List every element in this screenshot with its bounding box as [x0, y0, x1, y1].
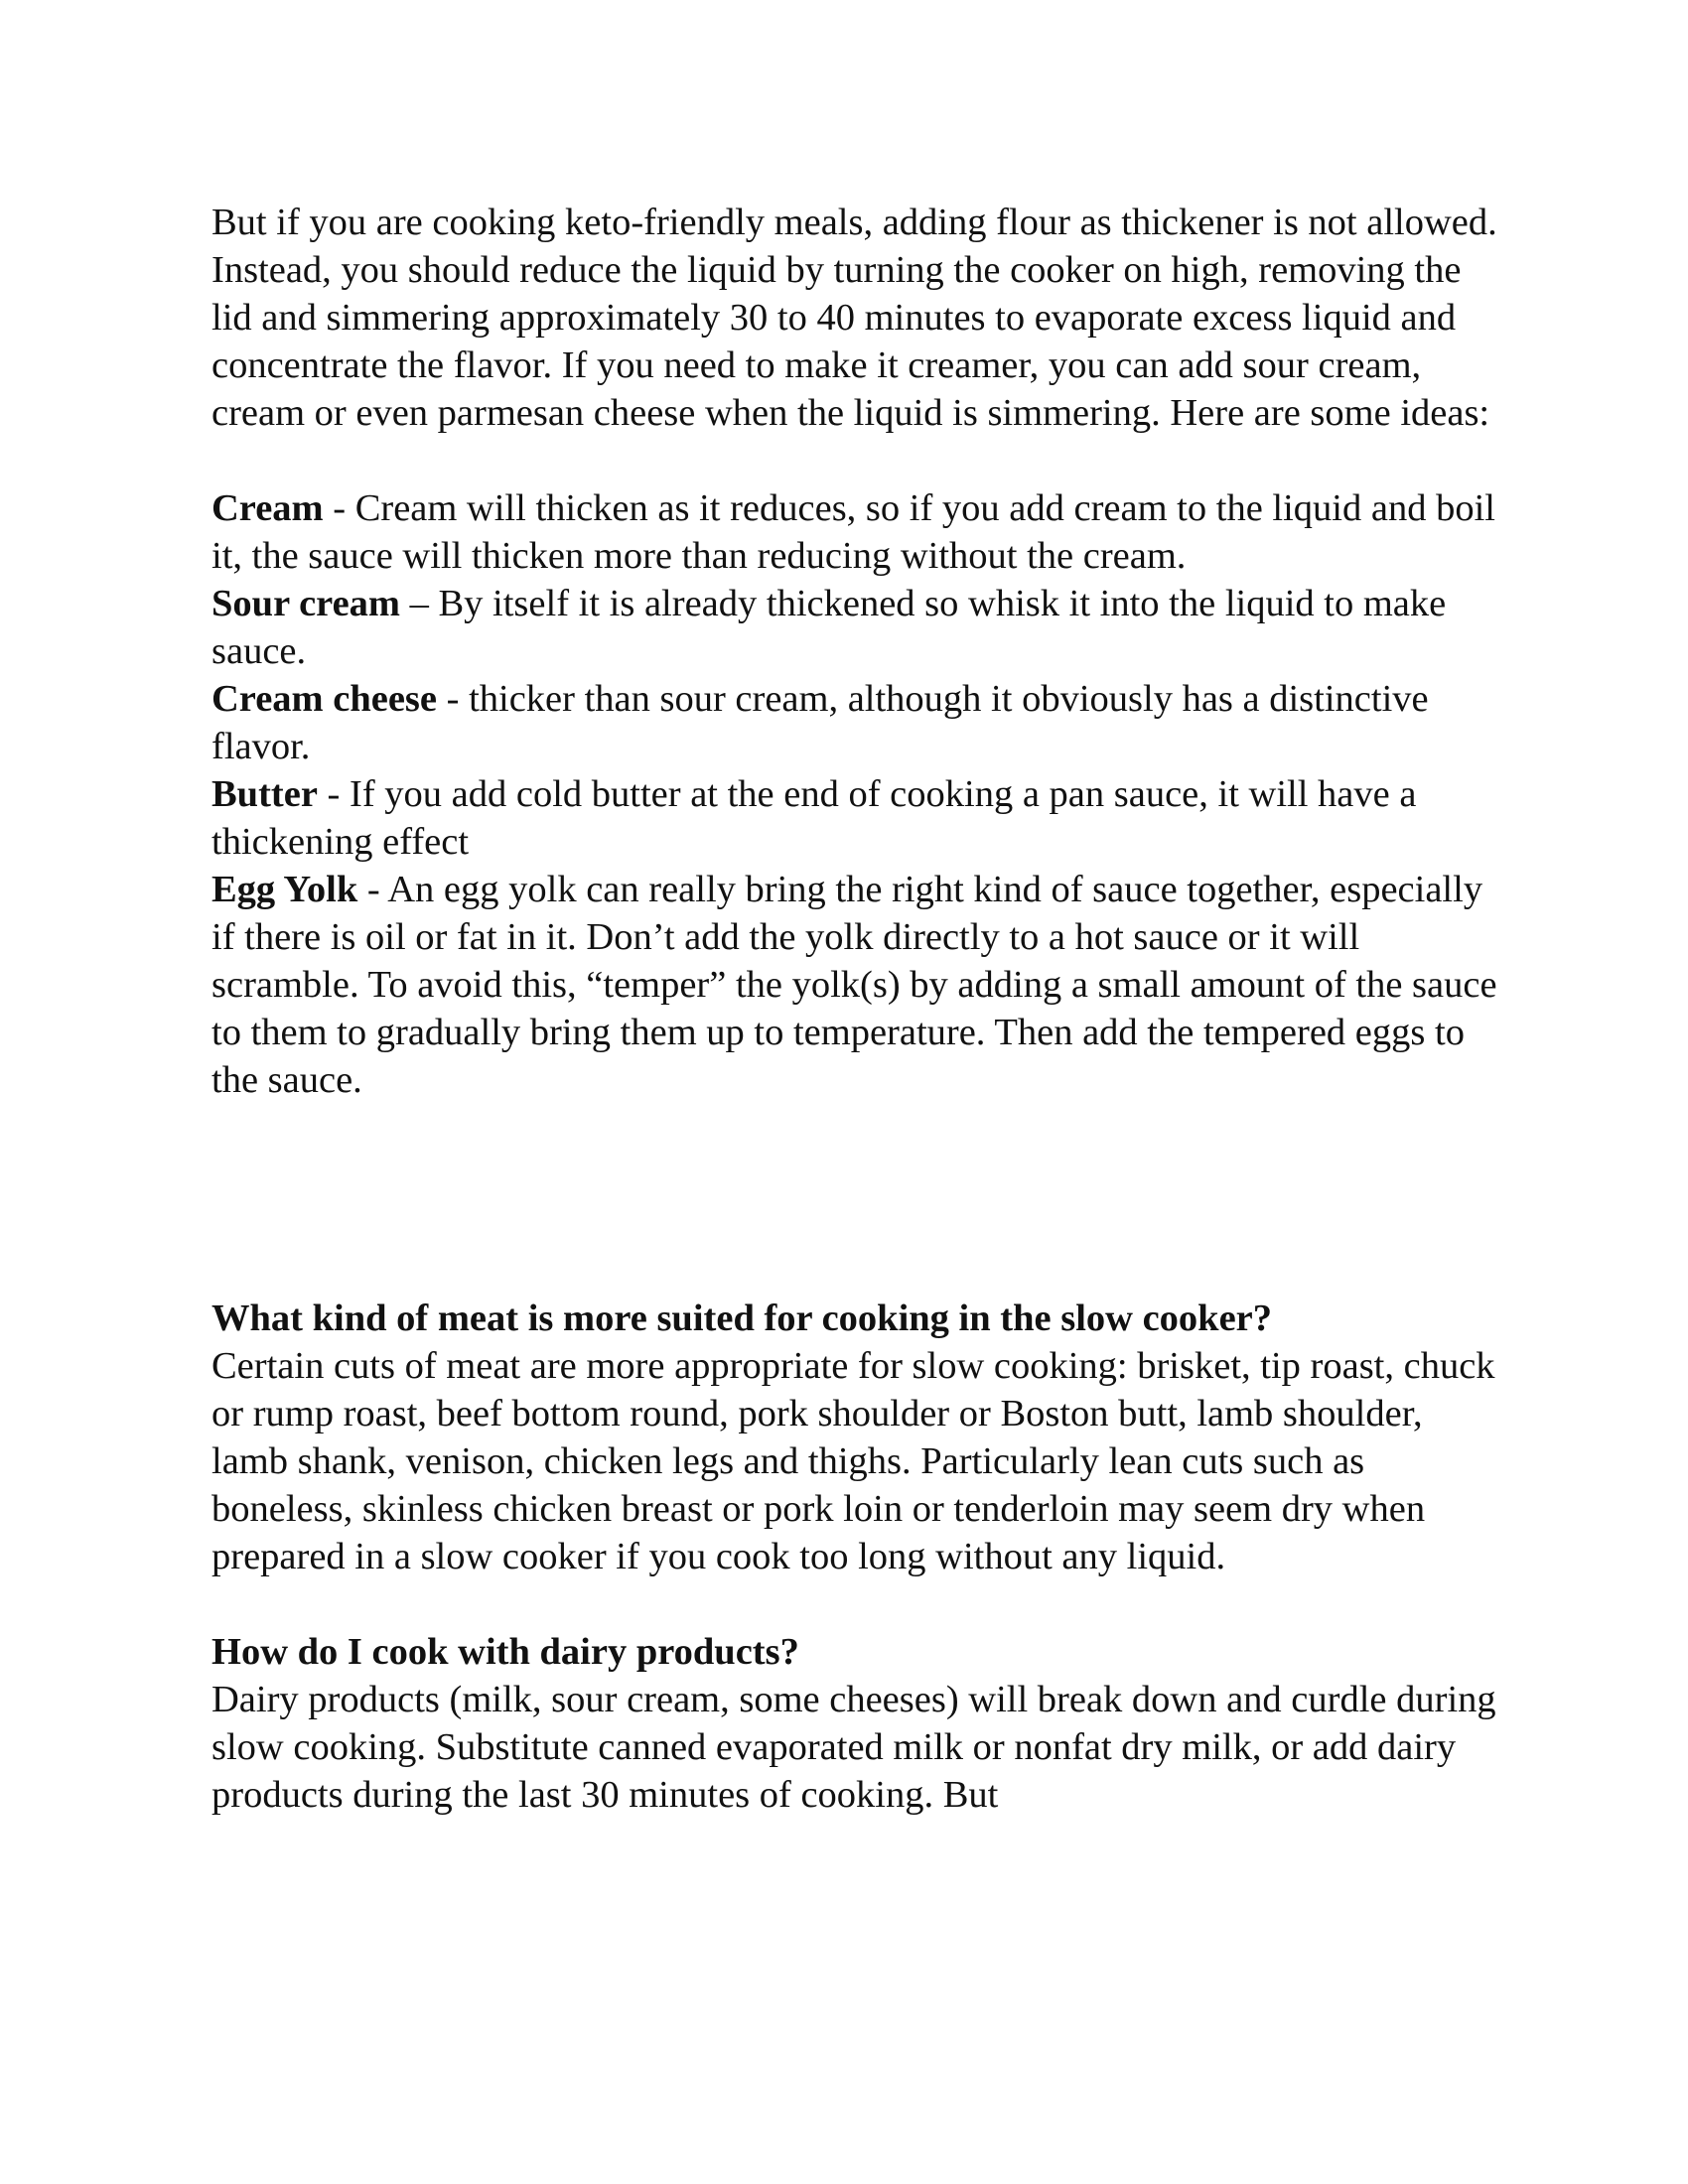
- thickener-separator: -: [357, 869, 388, 910]
- faq-dairy-section: [211, 1628, 1502, 1819]
- thickener-separator: -: [436, 678, 470, 720]
- faq-question: How do I cook with dairy products?: [211, 1631, 799, 1673]
- intro-paragraph: But if you are cooking keto-friendly meals, adding flour as thickener is not allowed. Instead, you should reduce the liquid by turning the cooker on high, removing the lid and simmering approximately 30 to 40 minutes to evaporate excess liquid and concentrate the flavor. If you need to make it creamer, you can add sour cream, cream or even parmesan cheese when the liquid is simmering. Here are some ideas:: [211, 202, 1497, 434]
- thickener-term: Cream: [211, 487, 324, 529]
- thickener-description: Cream will thicken as it reduces, so if you add cream to the liquid and boil it, the sauce will thicken more than reducing without the cream.: [211, 487, 1495, 577]
- faq-meat-section: [211, 1295, 1502, 1580]
- thickener-separator: –: [399, 583, 439, 624]
- thickener-term: Butter: [211, 773, 318, 815]
- thickener-item-cream-cheese: [211, 675, 1502, 770]
- thickener-item-egg-yolk: [211, 866, 1502, 1104]
- document-page: [211, 199, 1502, 1866]
- thickener-description: If you add cold butter at the end of cooking a pan sauce, it will have a thickening effect: [211, 773, 1417, 863]
- thickener-item-sour-cream: [211, 580, 1502, 675]
- thickener-term: Egg Yolk: [211, 869, 358, 910]
- thickener-description: thicker than sour cream, although it obviously has a distinctive flavor.: [211, 678, 1429, 767]
- faq-question: What kind of meat is more suited for cooking in the slow cooker?: [211, 1297, 1273, 1339]
- thickener-description: By itself it is already thickened so whisk it into the liquid to make sauce.: [211, 583, 1447, 672]
- faq-answer: Dairy products (milk, sour cream, some cheeses) will break down and curdle during slow cooking. Substitute canned evaporated milk or nonfat dry milk, or add dairy products during the last 30 minutes of cooking. But: [211, 1679, 1496, 1816]
- thickener-term: Sour cream: [211, 583, 400, 624]
- thickener-separator: -: [323, 487, 355, 529]
- faq-answer: Certain cuts of meat are more appropriate for slow cooking: brisket, tip roast, chuck or rump roast, beef bottom round, pork shoulder or Boston butt, lamb shoulder, lamb shank, venison, chicken legs and thighs. Particularly lean cuts such as boneless, skinless chicken breast or pork loin or tenderloin may seem dry when prepared in a slow cooker if you cook too long without any liquid.: [211, 1345, 1495, 1577]
- thickener-separator: -: [317, 773, 350, 815]
- thickener-item-cream: [211, 484, 1502, 580]
- thickener-description: An egg yolk can really bring the right kind of sauce together, especially if there is oil or fat in it. Don’t add the yolk directly to a hot sauce or it will scramble. To avoid this, “temper” the yolk(s) by adding a small amount of the sauce to them to gradually bring them up to temperature. Then add the tempered eggs to the sauce.: [211, 869, 1497, 1101]
- thickener-item-butter: [211, 770, 1502, 866]
- thickener-list: [211, 484, 1502, 1104]
- thickener-term: Cream cheese: [211, 678, 437, 720]
